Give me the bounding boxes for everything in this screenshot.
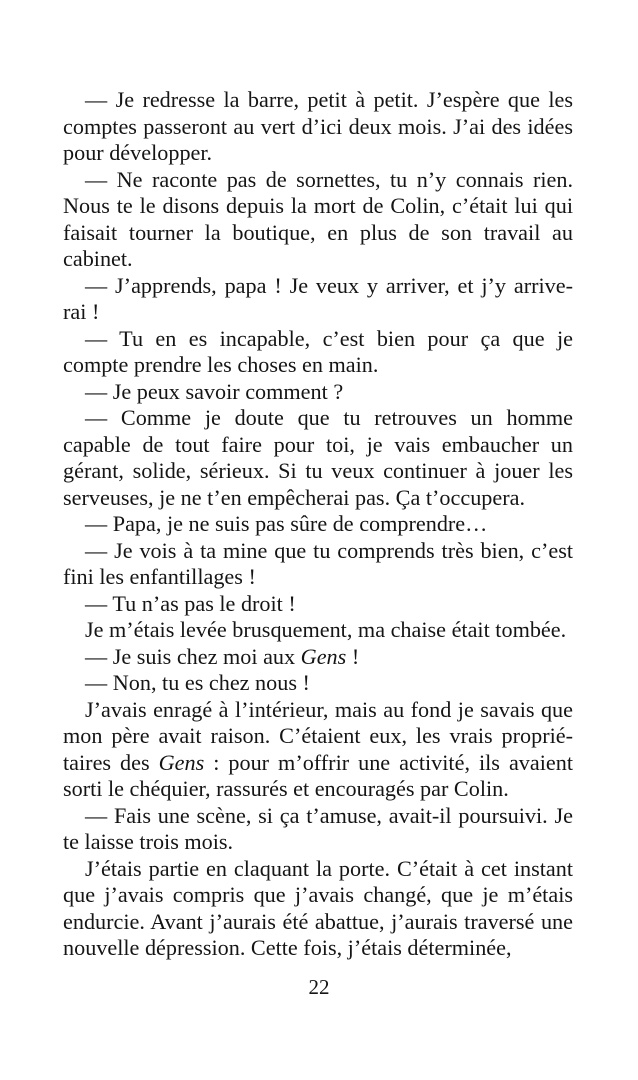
paragraph: — Je vois à ta mine que tu comprends très bien, c’est fini les enfantillages ! xyxy=(63,537,573,589)
italic-title: Gens xyxy=(158,749,205,775)
text-run: — Je suis chez moi aux xyxy=(85,643,301,669)
paragraph: — Tu en es incapable, c’est bien pour ça que je compte prendre les choses en main. xyxy=(63,325,573,377)
paragraph: — Ne raconte pas de sornettes, tu n’y connais rien. Nous te le disons depuis la mort de Colin, c’était lui qui faisait tourner la boutique, en plus de son travail au cabinet. xyxy=(63,166,573,271)
paragraph: — J’apprends, papa ! Je veux y arriver, et j’y arrive-rai ! xyxy=(63,272,573,324)
paragraph: — Je redresse la barre, petit à petit. J’espère que les comptes passeront au vert d’ici deux mois. J’ai des idées pour développer. xyxy=(63,87,573,165)
paragraph: — Tu n’as pas le droit ! xyxy=(85,590,296,616)
paragraph: — Fais une scène, si ça t’amuse, avait-il poursuivi. Je te laisse trois mois. xyxy=(63,802,573,854)
paragraph: Je m’étais levée brusquement, ma chaise était tombée. xyxy=(85,617,567,642)
paragraph: — Je peux savoir comment ? xyxy=(85,378,344,404)
paragraph: — Comme je doute que tu retrouves un homme capable de tout faire pour toi, je vais embaucher un gérant, solide, sérieux. Si tu veux continuer à jouer les serveuses, je ne t’en empêcherai pas. Ça t’occupera. xyxy=(63,405,573,510)
text-run: : pour m’offrir une activité, ils avaient sorti le chéquier, rassurés et encouragés par Colin. xyxy=(63,749,574,801)
paragraph xyxy=(63,697,573,803)
paragraph: — Papa, je ne suis pas sûre de comprendre… xyxy=(85,511,488,536)
italic-title: Gens xyxy=(300,643,347,669)
page-number: 22 xyxy=(308,975,330,999)
paragraph xyxy=(63,644,573,671)
text-run: ! xyxy=(346,643,360,669)
paragraph: J’étais partie en claquant la porte. C’était à cet instant que j’avais compris que j’avais changé, que je m’étais endurcie. Avant j’aurais été abattue, j’aurais traversé une nouvelle dépression. Cette fois, j’étais déterminée, xyxy=(63,855,573,960)
text-run: J’avais enragé à l’intérieur, mais au fond je savais que mon père avait raison. C’étaient eux, les vrais proprié-taires des xyxy=(63,696,573,775)
paragraph: — Non, tu es chez nous ! xyxy=(85,670,310,695)
body-text xyxy=(63,87,573,962)
